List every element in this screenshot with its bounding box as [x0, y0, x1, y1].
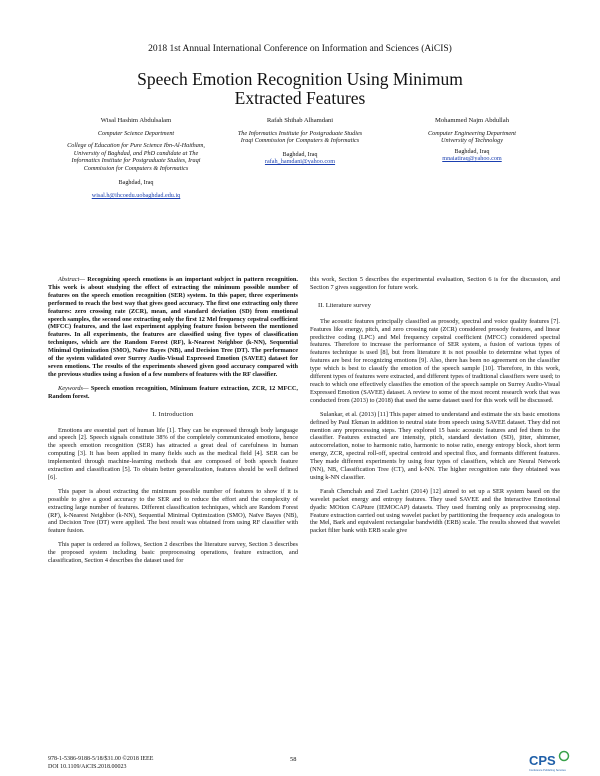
- paragraph: This paper is about extracting the minimum possible number of features to show if it is possible to give a good accuracy to the SER and to reduce the effort and the complexity of extracting large number of features. Different classification techniques, which are Random Forest (RF), k-Nearest Neighbor (k-NN), Sequential Minimal Optimization (SMO), Naïve Bayes (NB), and Decision Tree (DT) were applied. The best result was obtained from using RF classifier with feature fusion.: [48, 487, 298, 535]
- author-email-link[interactable]: wisal.h@ihcoedu.uobaghdad.edu.iq: [91, 192, 181, 200]
- author-affiliation: The Informatics Institute for Postgraduate Studies: [237, 129, 363, 137]
- author-location: Baghdad, Iraq: [282, 150, 318, 158]
- title-line-2: Extracted Features: [234, 88, 366, 108]
- paper-title: [60, 70, 540, 108]
- author-affiliation-2: College of Education for Pure Science Ibn-Al-Haitham, University of Baghdad, and PhD candidate at The Informatics Institute for Postgraduate Studies, Iraqi Commission for Computers & Informatics: [67, 142, 205, 172]
- left-column: [48, 276, 298, 571]
- keywords-label: Keywords—: [58, 384, 89, 392]
- author-block-2: [232, 117, 368, 166]
- author-location: Baghdad, Iraq: [118, 178, 154, 186]
- author-location: Baghdad, Iraq: [454, 147, 490, 155]
- author-name: Rafah Shihab Alhamdani: [266, 117, 334, 124]
- footer-isbn: 978-1-5386-9188-5/18/$31.00 ©2018 IEEE: [48, 756, 154, 762]
- title-line-1: Speech Emotion Recognition Using Minimum: [137, 69, 463, 89]
- paragraph: The acoustic features principally classified as prosody, spectral and voice quality features [7]. Features like energy, pitch, and zero crossing rate (ZCR) considered prosody features, and linear predictive coding (LPC) and Mel frequency cepstral coefficient (MFCC) considered spectral features. Therefore to increase the performance of SER system, a fusion of various types of features technique is used [8], but from literature it is not possible to determine what types of features are best for recognizing emotions [9]. Also, there has been no agreement on the classifier type which is best to classify the emotion of the speech sample [10]. Therefore, in this work, different types of features were extracted, and different types of traditional classifiers were used; to reach to which one effectively classifies the emotion of the speech sample on Surrey Audio-Visual Expressed Emotion (SAVEE) dataset. A review to some of the most recent research work that was conducted from (2013) to (2018) that used the same dataset used for this work will be discussed.: [310, 317, 560, 404]
- author-affiliation-2: Iraqi Commission for Computers & Informatics: [240, 137, 360, 145]
- paragraph: this work, Section 5 describes the experimental evaluation, Section 6 is for the discussion, and Section 7 gives suggestion for future work.: [310, 276, 560, 291]
- conference-header: 2018 1st Annual International Conference on Information and Sciences (AiCIS): [148, 44, 452, 54]
- page-number: 58: [290, 756, 297, 763]
- author-affiliation-2: University of Technology: [441, 137, 503, 145]
- logo-subtext: Conference Publishing Services: [529, 769, 566, 772]
- right-column: [310, 276, 560, 541]
- author-block-3: [402, 117, 542, 163]
- keywords-text: Speech emotion recognition, Minimum feature extraction, ZCR, 12 MFCC, Random forest.: [48, 384, 298, 400]
- abstract: [48, 276, 298, 379]
- paragraph: Farah Chenchah and Zied Lachiri (2014) [12] aimed to set up a SER system based on the wavelet packet energy and entropy features. They used SAVEE and the Interactive Emotional dyadic MOtion CAPture (IEMOCAP) datasets. They used framing only as preprocessing step. Feature extraction carried out using wavelet packet by partitioning the frequency axis analogous to the Mel, Bark and equivalent rectangular bandwidth (ERB) scale. The results showed that wavelet packet filter bank with ERB scale give: [310, 487, 560, 535]
- author-email-link[interactable]: mnaiatiraq@yahoo.com: [442, 155, 502, 163]
- author-block-1: [66, 117, 206, 200]
- footer-doi: DOI 10.1109/AiCIS.2018.00023: [48, 763, 127, 770]
- logo-wordmark: CPS: [529, 753, 556, 768]
- author-name: Wisal Hashim Abdulsalam: [100, 117, 172, 124]
- keywords: [48, 385, 298, 401]
- author-email-link[interactable]: rafah_hamdani@yahoo.com: [264, 158, 336, 166]
- paragraph: This paper is ordered as follows, Section 2 describes the literature survey, Section 3 describes the proposed system including basic preprocessing operations, feature extraction, and classification, Section 4 describes the dataset used for: [48, 541, 298, 565]
- author-affiliation: Computer Science Department: [97, 129, 175, 137]
- section-heading-literature-survey: II. Literature survey: [318, 301, 371, 309]
- cps-logo-icon: [528, 750, 574, 772]
- footer-copyright: [48, 756, 153, 771]
- abstract-label: Abstract—: [58, 276, 85, 283]
- section-heading-introduction: I. Introduction: [152, 410, 194, 418]
- paragraph: Sulankar, et al. (2013) [11] This paper aimed to understand and estimate the six basic emotions defined by Paul Ekman in addition to neutral state from speech using SAVEE dataset. They did not mention any preprocessing steps. They explored 15 basic acoustic features and fed them to the classifier. Features extracted are intensity, pitch, standard deviation (SD), jitter, shimmer, autocorrelation, noise to harmonic ratio, harmonic to noise ratio, energy entropy block, short term energy, ZCR, spectral roll-off, spectral centroid and spectral flux, and formants different features. They made different experiments by using four types of classifiers, which are Neural Network (NN), NB, Classification Tree (CT), and k-NN. The higher recognition rate they obtained was using k-NN classifier.: [310, 410, 560, 481]
- author-affiliation: Computer Engineering Department: [428, 129, 516, 137]
- abstract-text: Recognizing speech emotions is an important subject in pattern recognition. This work is about studying the effect of extracting the minimum possible number of features on the speech emotion recognition (SER) system. In this paper, three experiments performed to reach the best way that gives good accuracy. The first one extracting only three features: zero crossing rate (ZCR), mean, and standard deviation (SD) from emotional speech samples, the second one extracting only the first 12 Mel frequency cepstral coefficient (MFCC) features, and the last experiment applying feature fusion between the mentioned features. In all experiments, the features are classified using five types of classification techniques, which are the Random Forest (RF), k-Nearest Neighbor (k-NN), Sequential Minimal Optimization (SMO), Naïve Bayes (NB), and Decision Tree (DT). The performance of the system validated over Surrey Audio-Visual Expressed Emotion (SAVEE) dataset for seven emotions. The results of the experiments showed given good accuracy compared with the previous studies using a fusion of a few numbers of features with the RF classifier.: [48, 276, 298, 378]
- paragraph: Emotions are essential part of human life [1]. They can be expressed through body language and speech [2]. Speech signals constitute 38% of the completely communicated emotions, hence the speech emotion recognition (SER) has attracted a great deal of carefulness in human computing [3]. It has been applied in many fields such as the medical field [4]. SER can be implemented through machine-learning methods that are composed of both speech feature extraction and classification [5]. To obtain better generalization, features should be well defined [6].: [48, 426, 298, 481]
- author-name: Mohammed Najm Abdullah: [435, 117, 509, 124]
